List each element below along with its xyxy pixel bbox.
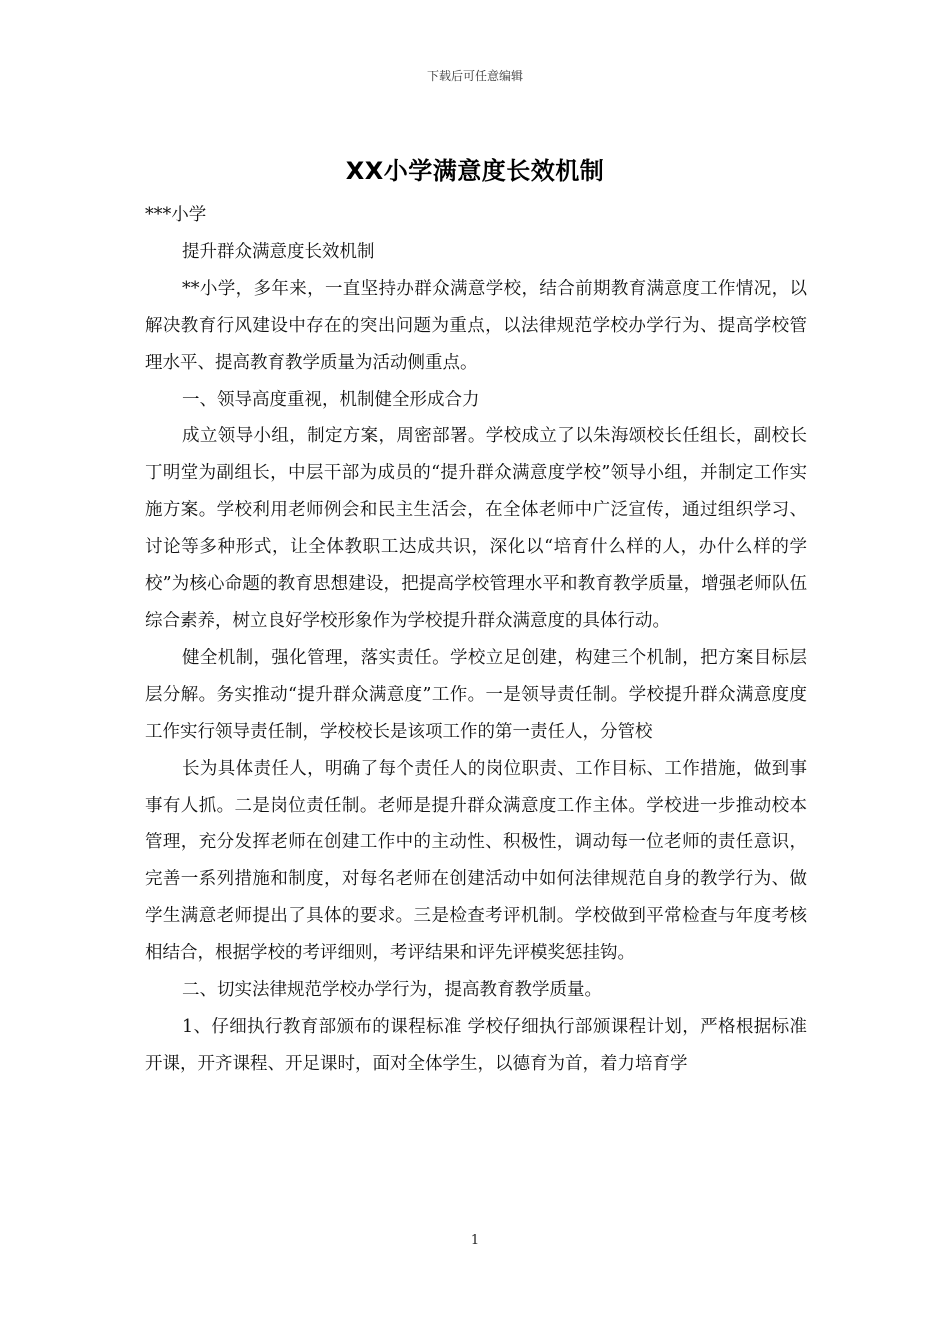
- body-paragraph: 长为具体责任人，明确了每个责任人的岗位职责、工作目标、工作措施，做到事事有人抓。二是岗位责任制。老师是提升群众满意度工作主体。学校进一步推动校本管理，充分发挥老师在创建工作中的主动性、积极性，调动每一位老师的责任意识，完善一系列措施和制度，对每名老师在创建活动中如何法律规范自身的教学行为、做学生满意老师提出了具体的要求。三是检查考评机制。学校做到平常检查与年度考核相结合，根据学校的考评细则，考评结果和评先评模奖惩挂钩。: [145, 758, 807, 964]
- intro-paragraph: **小学，多年来，一直坚持办群众满意学校，结合前期教育满意度工作情况，以解决教育行风建设中存在的突出问题为重点，以法律规范学校办学行为、提高学校管理水平、提高教育教学质量为活动侧重点。: [145, 278, 807, 373]
- body-paragraph: 1、仔细执行教育部颁布的课程标准 学校仔细执行部颁课程计划，严格根据标准开课，开齐课程、开足课时，面对全体学生，以德育为首，着力培育学: [145, 1016, 807, 1074]
- document-title: XX小学满意度长效机制: [345, 157, 605, 185]
- page-header-note: 下载后可任意编辑: [426, 69, 523, 83]
- document-body: [145, 197, 807, 1083]
- section-heading-2: 二、切实法律规范学校办学行为，提高教育教学质量。: [182, 980, 602, 1001]
- page-number: 1: [470, 1233, 480, 1248]
- school-name-line: ***小学: [145, 205, 207, 225]
- subtitle-paragraph: 提升群众满意度长效机制: [182, 241, 375, 262]
- body-paragraph: 健全机制，强化管理，落实责任。学校立足创建，构建三个机制，把方案目标层层分解。务实推动“提升群众满意度”工作。一是领导责任制。学校提升群众满意度度工作实行领导责任制，学校校长是该项工作的第一责任人，分管校: [145, 647, 807, 742]
- body-paragraph: 成立领导小组，制定方案，周密部署。学校成立了以朱海颂校长任组长，副校长丁明堂为副组长，中层干部为成员的“提升群众满意度学校”领导小组，并制定工作实施方案。学校利用老师例会和民主生活会，在全体老师中广泛宣传，通过组织学习、讨论等多种形式，让全体教职工达成共识，深化以“培育什么样的人，办什么样的学校”为核心命题的教育思想建设，把提高学校管理水平和教育教学质量，增强老师队伍综合素养，树立良好学校形象作为学校提升群众满意度的具体行动。: [145, 426, 807, 631]
- section-heading-1: 一、领导高度重视，机制健全形成合力: [182, 389, 480, 410]
